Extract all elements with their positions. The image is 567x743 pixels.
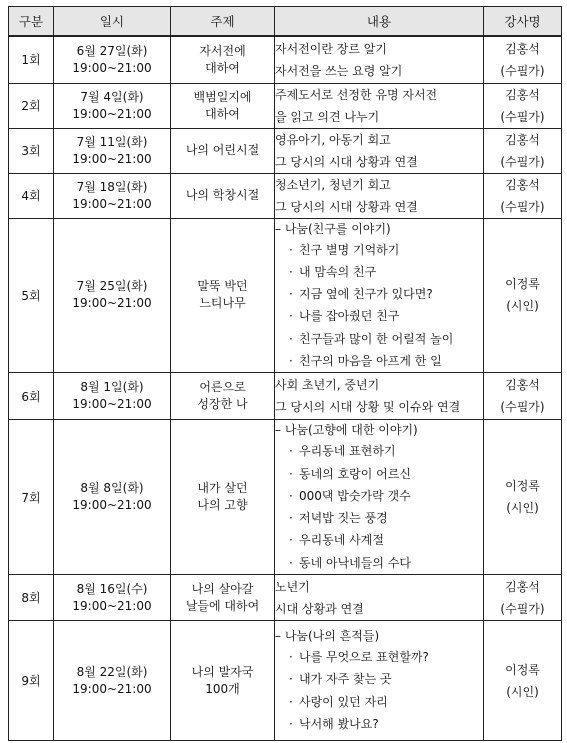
instructor-cell <box>484 373 562 420</box>
bullet-text: 우리동네 표현하기 <box>299 444 396 459</box>
date-line: 8월 8일(화) <box>80 481 144 496</box>
date-line: 7월 4일(화) <box>80 89 144 104</box>
date-line: 19:00~21:00 <box>72 196 152 211</box>
instructor-line: (시인) <box>506 299 539 314</box>
instructor-line: (수필가) <box>500 63 545 78</box>
date-cell <box>54 173 171 218</box>
topic-line: 나의 고향 <box>197 498 248 513</box>
date-line: 19:00~21:00 <box>72 498 152 513</box>
instructor-line: 김홍석 <box>505 87 540 102</box>
content-cell <box>275 621 484 741</box>
date-cell <box>54 36 171 83</box>
bullet-dot-icon: · <box>289 716 293 731</box>
date-line: 19:00~21:00 <box>72 397 152 412</box>
instructor-line: (시인) <box>506 684 539 699</box>
instructor-cell <box>484 621 562 741</box>
bullet-item <box>275 283 483 305</box>
content-line: 주제도서로 선정한 유명 자서전 <box>275 87 438 102</box>
topic-line: 느티나무 <box>199 296 246 311</box>
round-cell: 8회 <box>9 575 54 621</box>
bullet-dot-icon: · <box>289 511 293 526</box>
date-line: 19:00~21:00 <box>72 106 152 121</box>
date-cell <box>54 621 171 741</box>
topic-cell <box>171 218 275 373</box>
date-cell <box>54 575 171 621</box>
topic-line: 나의 살아갈 <box>191 581 254 596</box>
topic-line: 대하여 <box>205 60 240 75</box>
date-line: 19:00~21:00 <box>72 151 152 166</box>
bullet-item <box>275 485 483 507</box>
instructor-line: 김홍석 <box>505 132 540 147</box>
round-cell: 7회 <box>9 420 54 575</box>
date-line: 8월 16일(수) <box>76 581 148 596</box>
bullet-text: 친구들과 많이 한 어릴적 놀이 <box>299 331 454 346</box>
round-cell: 9회 <box>9 621 54 741</box>
date-cell <box>54 128 171 173</box>
bullet-text: 내 맘속의 친구 <box>299 264 377 279</box>
header-topic: 주제 <box>171 7 275 37</box>
instructor-line: (수필가) <box>500 400 545 415</box>
bullet-item <box>275 239 483 261</box>
topic-line: 내가 살던 <box>197 481 248 496</box>
date-line: 8월 1일(화) <box>80 380 144 395</box>
bullet-text: 지금 옆에 친구가 있다면? <box>299 287 433 302</box>
content-line: 노년기 <box>275 579 310 594</box>
bullet-item <box>275 350 483 372</box>
topic-cell <box>171 173 275 218</box>
bullet-item <box>275 646 483 668</box>
bullet-item <box>275 691 483 713</box>
topic-cell <box>171 420 275 575</box>
bullet-item <box>275 713 483 735</box>
header-row <box>9 7 562 37</box>
instructor-line: (수필가) <box>500 109 545 124</box>
topic-line: 성장한 나 <box>197 397 248 412</box>
content-heading: – 나눔(고향에 대한 이야기) <box>275 423 418 438</box>
topic-line: 나의 발자국 <box>191 664 254 679</box>
bullet-item <box>275 440 483 462</box>
round-cell: 5회 <box>9 218 54 373</box>
topic-cell <box>171 575 275 621</box>
table-row <box>9 218 562 373</box>
bullet-dot-icon: · <box>289 309 293 324</box>
content-line: 청소년기, 청년기 회고 <box>275 177 391 192</box>
content-cell <box>275 420 484 575</box>
table-row <box>9 420 562 575</box>
topic-line: 대하여 <box>205 106 240 121</box>
instructor-line: 김홍석 <box>505 378 540 393</box>
content-cell <box>275 575 484 621</box>
content-line: 그 당시의 시대 상황 및 이슈와 연결 <box>275 400 461 415</box>
bullet-text: 나를 잡아줬던 친구 <box>299 309 400 324</box>
content-cell <box>275 36 484 83</box>
date-line: 6월 27일(화) <box>76 43 148 58</box>
bullet-dot-icon: · <box>289 287 293 302</box>
content-line: 사회 초년기, 중년기 <box>275 378 380 393</box>
topic-line: 말뚝 박던 <box>197 279 248 294</box>
table-row <box>9 173 562 218</box>
content-line: 을 읽고 의견 나누기 <box>275 109 380 124</box>
instructor-line: 김홍석 <box>505 41 540 56</box>
topic-cell <box>171 128 275 173</box>
schedule-table <box>8 6 562 741</box>
round-cell: 2회 <box>9 83 54 128</box>
bullet-dot-icon: · <box>289 488 293 503</box>
bullet-dot-icon: · <box>289 649 293 664</box>
round-cell: 1회 <box>9 36 54 83</box>
bullet-item <box>275 463 483 485</box>
bullet-dot-icon: · <box>289 466 293 481</box>
instructor-line: 이정록 <box>505 662 540 677</box>
content-cell <box>275 128 484 173</box>
bullet-item <box>275 668 483 690</box>
instructor-line: 김홍석 <box>505 177 540 192</box>
content-line: 그 당시의 시대 상황과 연결 <box>275 199 418 214</box>
bullet-item <box>275 261 483 283</box>
bullet-item <box>275 529 483 551</box>
bullet-text: 000댁 밥숫가락 갯수 <box>299 488 411 503</box>
content-cell <box>275 83 484 128</box>
bullet-item <box>275 552 483 574</box>
bullet-item <box>275 328 483 350</box>
bullet-dot-icon: · <box>289 555 293 570</box>
bullet-text: 동네의 호랑이 어르신 <box>299 466 411 481</box>
bullet-text: 친구 별명 기억하기 <box>299 242 400 257</box>
date-line: 19:00~21:00 <box>72 296 152 311</box>
content-line: 그 당시의 시대 상황과 연결 <box>275 154 418 169</box>
content-line: 영유아기, 아동기 회고 <box>275 132 391 147</box>
table-row <box>9 575 562 621</box>
date-cell <box>54 420 171 575</box>
content-heading: – 나눔(친구를 이야기) <box>275 221 391 236</box>
instructor-cell <box>484 575 562 621</box>
topic-line: 100개 <box>205 681 240 696</box>
bullet-text: 우리동네 사계절 <box>299 533 384 548</box>
topic-line: 나의 학창시절 <box>185 188 260 202</box>
bullet-text: 동네 아낙네들의 수다 <box>299 555 411 570</box>
topic-cell <box>171 36 275 83</box>
instructor-cell <box>484 83 562 128</box>
bullet-dot-icon: · <box>289 331 293 346</box>
instructor-line: (수필가) <box>500 199 545 214</box>
round-cell: 3회 <box>9 128 54 173</box>
table-row <box>9 373 562 420</box>
bullet-text: 낙서해 봤나요? <box>299 716 379 731</box>
instructor-cell <box>484 420 562 575</box>
bullet-dot-icon: · <box>289 672 293 687</box>
bullet-dot-icon: · <box>289 533 293 548</box>
bullet-text: 친구의 마음을 아프게 한 일 <box>299 353 442 368</box>
bullet-item <box>275 507 483 529</box>
instructor-cell <box>484 36 562 83</box>
content-cell <box>275 373 484 420</box>
topic-cell <box>171 83 275 128</box>
topic-line: 자서전에 <box>199 43 246 58</box>
topic-line: 어른으로 <box>199 380 246 395</box>
bullet-text: 저녁밥 짓는 풍경 <box>299 511 388 526</box>
bullet-dot-icon: · <box>289 444 293 459</box>
content-heading: – 나눔(나의 흔적들) <box>275 628 380 643</box>
table-row <box>9 621 562 741</box>
instructor-line: (수필가) <box>500 601 545 616</box>
header-round: 구분 <box>9 7 54 37</box>
content-cell <box>275 218 484 373</box>
round-cell: 6회 <box>9 373 54 420</box>
header-content: 내용 <box>275 7 484 37</box>
bullet-dot-icon: · <box>289 264 293 279</box>
content-line: 시대 상황과 연결 <box>275 601 364 616</box>
content-cell <box>275 173 484 218</box>
date-line: 19:00~21:00 <box>72 60 152 75</box>
date-line: 7월 18일(화) <box>76 179 148 194</box>
instructor-line: 이정록 <box>505 277 540 292</box>
table-row <box>9 83 562 128</box>
table-row <box>9 128 562 173</box>
header-date: 일시 <box>54 7 171 37</box>
instructor-line: 이정록 <box>505 479 540 494</box>
topic-cell <box>171 373 275 420</box>
bullet-dot-icon: · <box>289 353 293 368</box>
instructor-cell <box>484 128 562 173</box>
topic-line: 날들에 대하여 <box>185 598 260 613</box>
round-cell: 4회 <box>9 173 54 218</box>
instructor-line: (수필가) <box>500 154 545 169</box>
instructor-line: (시인) <box>506 501 539 516</box>
header-instructor: 강사명 <box>484 7 562 37</box>
content-line: 자서전을 쓰는 요령 알기 <box>275 63 403 78</box>
content-line: 자서전이란 장르 알기 <box>275 41 387 56</box>
bullet-text: 사랑이 있던 자리 <box>299 694 388 709</box>
bullet-item <box>275 305 483 327</box>
date-line: 19:00~21:00 <box>72 598 152 613</box>
date-line: 19:00~21:00 <box>72 681 152 696</box>
instructor-cell <box>484 173 562 218</box>
topic-line: 백범일지에 <box>193 89 252 104</box>
date-cell <box>54 373 171 420</box>
instructor-line: 김홍석 <box>505 579 540 594</box>
date-line: 8월 22일(화) <box>76 664 148 679</box>
bullet-text: 내가 자주 찾는 곳 <box>299 672 392 687</box>
bullet-dot-icon: · <box>289 242 293 257</box>
date-line: 7월 11일(화) <box>76 134 148 149</box>
date-cell <box>54 83 171 128</box>
bullet-text: 나를 무엇으로 표현할까? <box>299 649 429 664</box>
topic-line: 나의 어린시절 <box>185 143 260 157</box>
date-line: 7월 25일(화) <box>76 279 148 294</box>
instructor-cell <box>484 218 562 373</box>
table-row <box>9 36 562 83</box>
topic-cell <box>171 621 275 741</box>
bullet-dot-icon: · <box>289 694 293 709</box>
date-cell <box>54 218 171 373</box>
